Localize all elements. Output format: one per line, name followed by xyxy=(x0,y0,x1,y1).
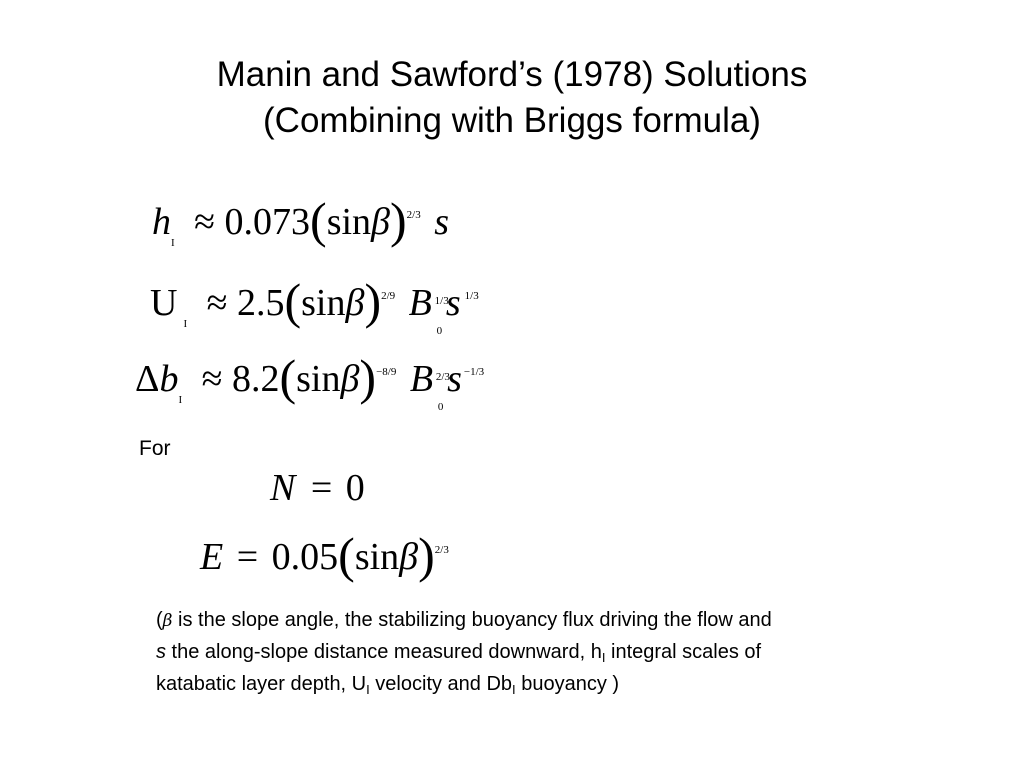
eq5-lhs: E xyxy=(200,536,224,578)
eq3-b: B xyxy=(409,358,434,400)
eq1-tail: s xyxy=(434,201,449,243)
eq4-op: = xyxy=(310,467,333,509)
eq1-func: sin xyxy=(326,201,372,243)
eq2-exp: 2/9 xyxy=(381,290,396,302)
eq1-coef: 0.073 xyxy=(224,201,311,243)
eq4-lhs: N xyxy=(270,467,296,509)
para-s-symbol: s xyxy=(156,641,166,663)
eq1-exp: 2/3 xyxy=(406,209,421,221)
para-part-2: the along-slope distance measured downward, h xyxy=(166,641,602,663)
eq3-delta: Δ xyxy=(135,358,160,400)
eq3-func: sin xyxy=(296,358,341,400)
eq2-op: ≈ xyxy=(206,282,228,324)
eq3-op: ≈ xyxy=(201,358,223,400)
eq3-b-sup: 2/3 xyxy=(435,371,450,383)
equation-depth: $h_I \approx 0.073(\sin\beta)^{2/3}$ s xyxy=(152,192,449,249)
eq1-lhs: h xyxy=(152,201,171,243)
eq3-tail-sup: −1/3 xyxy=(463,366,485,378)
para-beta-symbol: β xyxy=(162,611,173,631)
eq3-tail: s xyxy=(447,358,462,400)
para-part-3: integral scales of katabatic layer depth, U xyxy=(156,641,762,695)
eq5-arg: β xyxy=(399,536,419,578)
eq2-b-sup: 1/3 xyxy=(434,295,449,307)
para-sub-h: I xyxy=(601,650,606,665)
para-part-1: is the slope angle, the stabilizing buoyancy flux driving the flow and xyxy=(172,609,772,631)
slide-title xyxy=(0,52,1024,144)
para-open-paren: ( xyxy=(156,609,163,631)
equation-entrainment: $E = 0.05(\sin\beta)^{2/3}$ xyxy=(200,527,449,583)
para-sub-b: I xyxy=(512,682,516,697)
eq1-lhs-sub: I xyxy=(171,237,175,249)
eq2-tail-sup: 1/3 xyxy=(464,290,479,302)
eq2-coef: 2.5 xyxy=(236,282,285,324)
eq4-rhs: 0 xyxy=(345,467,365,509)
eq1-op: ≈ xyxy=(194,201,216,243)
eq2-arg: β xyxy=(345,282,365,324)
eq3-coef: 8.2 xyxy=(231,358,280,400)
for-label: For xyxy=(139,437,171,460)
eq2-func: sin xyxy=(301,282,346,324)
eq5-coef: 0.05 xyxy=(271,536,339,578)
para-part-5: buoyancy ) xyxy=(515,673,620,695)
eq2-lhs-sub: I xyxy=(183,318,188,330)
eq5-op: = xyxy=(236,536,259,578)
eq3-b-sub: 0 xyxy=(437,401,444,413)
eq2-lhs: U xyxy=(150,282,178,324)
para-sub-u: I xyxy=(366,682,370,697)
eq2-b: B xyxy=(408,282,432,324)
para-part-4: velocity and Db xyxy=(369,673,513,695)
equation-buoyancy: $\Delta b_I \approx 8.2(\sin\beta)^{-8/9}$ B 2/3 0 s $^{-1/3}$ xyxy=(135,354,484,408)
eq2-b-sub: 0 xyxy=(436,325,443,337)
eq3-exp: −8/9 xyxy=(376,366,397,378)
title-line-1: Manin and Sawford’s (1978) Solutions xyxy=(216,55,808,94)
eq3-lhs-sub: I xyxy=(178,394,183,406)
eq5-exp: 2/3 xyxy=(434,544,449,556)
eq1-arg: β xyxy=(371,201,390,243)
title-line-2: (Combining with Briggs formula) xyxy=(263,101,761,140)
explanation-paragraph xyxy=(156,605,776,701)
eq3-arg: β xyxy=(340,358,360,400)
eq3-lhs: b xyxy=(159,358,179,400)
equation-n xyxy=(270,468,365,508)
equation-velocity: U $_I \approx 2.5(\sin\beta)^{2/9}$ B 1/3 0 s $^{1/3}$ xyxy=(150,278,479,332)
eq5-func: sin xyxy=(354,536,400,578)
eq2-tail: s xyxy=(445,282,461,324)
